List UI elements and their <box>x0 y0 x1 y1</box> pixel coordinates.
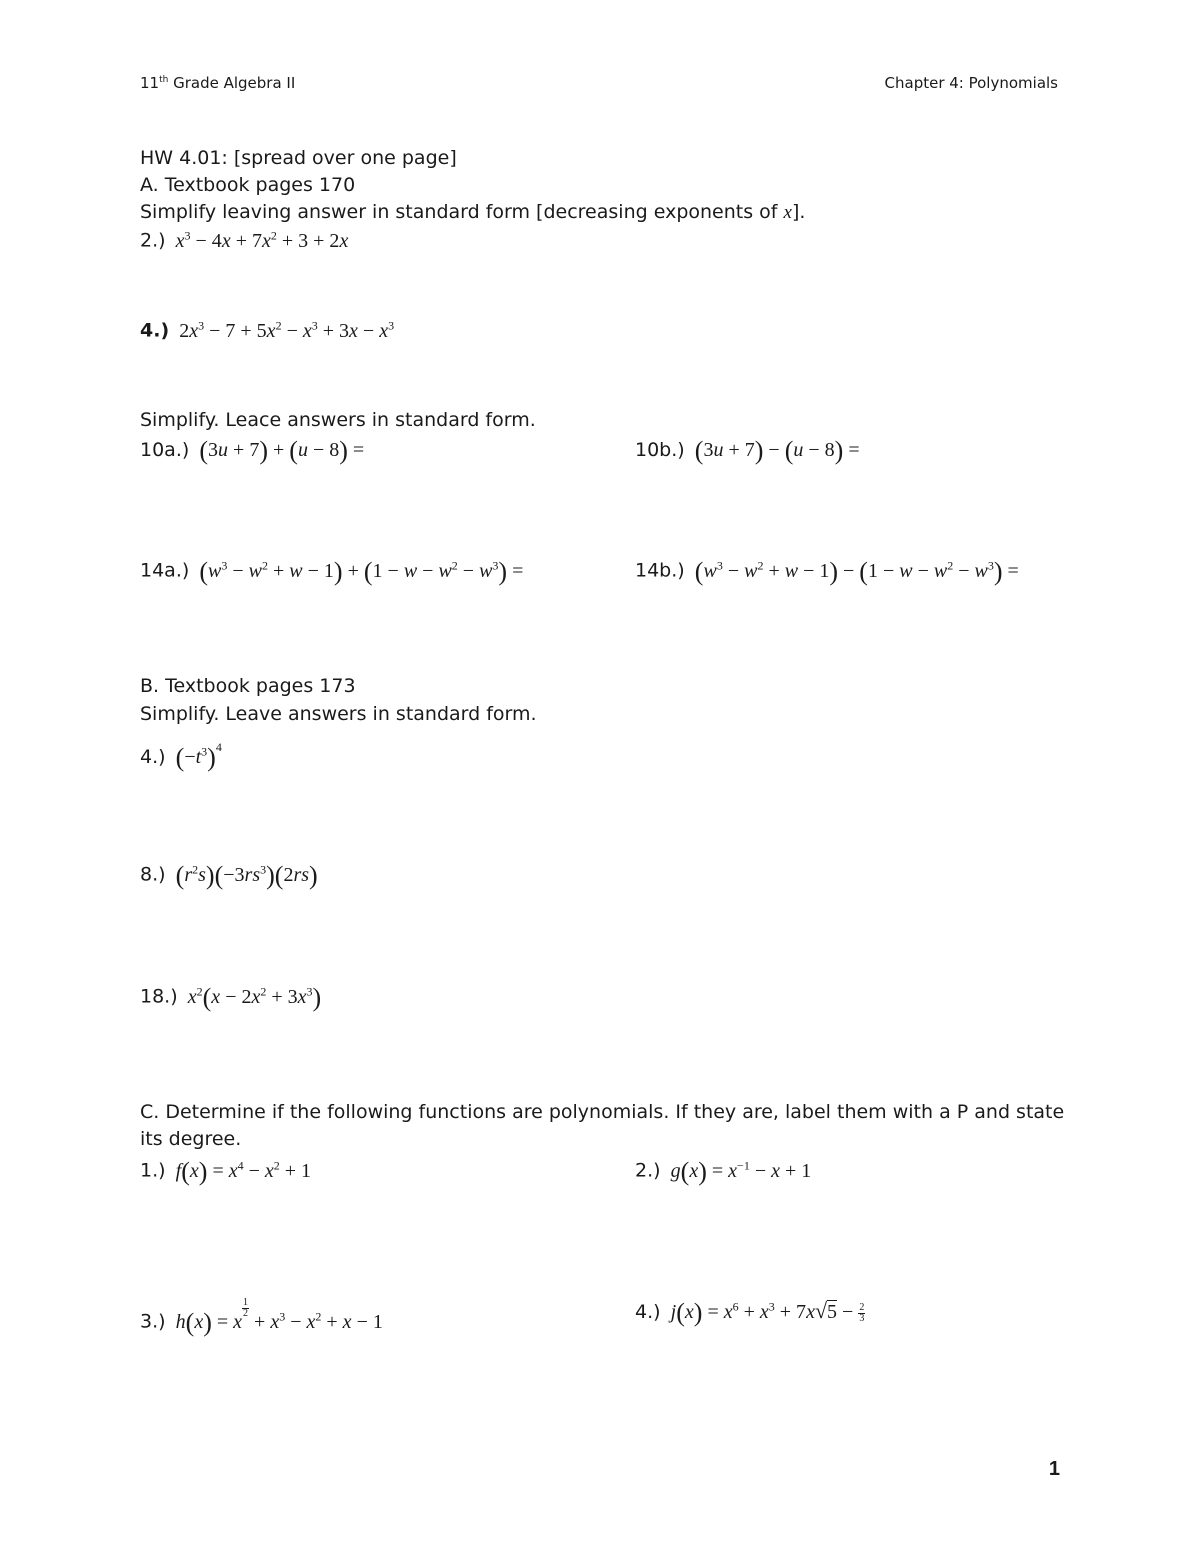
expression: $g(x) = x^{-1} - x + 1$ <box>670 1156 812 1186</box>
problem-b-18: 18.) $x^2(x - 2x^2 + 3x^3)$ <box>140 982 322 1012</box>
expression: $(w^3 - w^2 + w - 1) - (1 - w - w^2 - w^3)$ = <box>694 556 1019 586</box>
problem-c-3: 3.) h(x) = x $^{\frac{1}{2}}$ + $x^3 - x^2 + x - 1$ <box>140 1297 383 1337</box>
expression: $x^3 - 4x + 7x^2 + 3 + 2x$ <box>175 228 349 252</box>
section-c-instruction-line1: C. Determine if the following functions are polynomials. If they are, label them with a P and state <box>140 1101 1065 1123</box>
header-left: 11th Grade Algebra II <box>140 74 296 92</box>
section-a-title: A. Textbook pages 170 <box>140 174 356 196</box>
expression: $f(x) = x^4 - x^2 + 1$ <box>175 1156 312 1186</box>
expression: $x^2(x - 2x^2 + 3x^3)$ <box>187 982 322 1012</box>
section-a-instruction-2: Simplify. Leace answers in standard form. <box>140 409 536 431</box>
problem-b-8: 8.) $(r^2s)(-3rs^3)(2rs)$ <box>140 860 318 890</box>
problem-a-14b: 14b.) $(w^3 - w^2 + w - 1) - (1 - w - w^2 - w^3)$ = <box>635 556 1019 586</box>
problem-a-4: 4.) $2x^3 - 7 + 5x^2 - x^3 + 3x - x^3$ <box>140 318 395 342</box>
expression: $(w^3 - w^2 + w - 1) + (1 - w - w^2 - w^3)$ = <box>199 556 524 586</box>
expression: h(x) = x $^{\frac{1}{2}}$ + $x^3 - x^2 + x - 1$ <box>175 1297 383 1337</box>
header-right: Chapter 4: Polynomials <box>884 74 1058 92</box>
section-b-title: B. Textbook pages 173 <box>140 675 356 697</box>
problem-b-4: 4.) $(-t^3)^4$ <box>140 740 222 772</box>
problem-c-2: 2.) $g(x) = x^{-1} - x + 1$ <box>635 1156 812 1186</box>
section-c-instruction-line2: its degree. <box>140 1128 242 1150</box>
page-number: 1 <box>1048 1458 1060 1480</box>
expression: $(-t^3)^4$ <box>175 740 222 772</box>
problem-a-2: 2.) $x^3 - 4x + 7x^2 + 3 + 2x$ <box>140 228 349 252</box>
expression: $2x^3 - 7 + 5x^2 - x^3 + 3x - x^3$ <box>174 318 395 342</box>
expression: $(r^2s)(-3rs^3)(2rs)$ <box>175 860 318 890</box>
section-b-instruction: Simplify. Leave answers in standard form. <box>140 703 537 725</box>
expression: (3u + 7) − (u − 8) = <box>694 436 860 465</box>
problem-a-14a: 14a.) $(w^3 - w^2 + w - 1) + (1 - w - w^2 - w^3)$ = <box>140 556 524 586</box>
problem-c-1: 1.) $f(x) = x^4 - x^2 + 1$ <box>140 1156 312 1186</box>
problem-a-10a: 10a.) (3u + 7) + (u − 8) = <box>140 436 365 465</box>
expression: (3u + 7) + (u − 8) = <box>199 436 365 465</box>
problem-a-10b: 10b.) (3u + 7) − (u − 8) = <box>635 436 860 465</box>
section-a-instruction: Simplify leaving answer in standard form [decreasing exponents of x]. <box>140 201 806 223</box>
expression: $j(x) = x^6 + x^3 + 7x√5$ − $\frac{2}{3}$ <box>670 1298 865 1327</box>
problem-c-4: 4.) $j(x) = x^6 + x^3 + 7x√5$ − $\frac{2}{3}$ <box>635 1298 865 1327</box>
hw-title: HW 4.01: [spread over one page] <box>140 147 457 169</box>
